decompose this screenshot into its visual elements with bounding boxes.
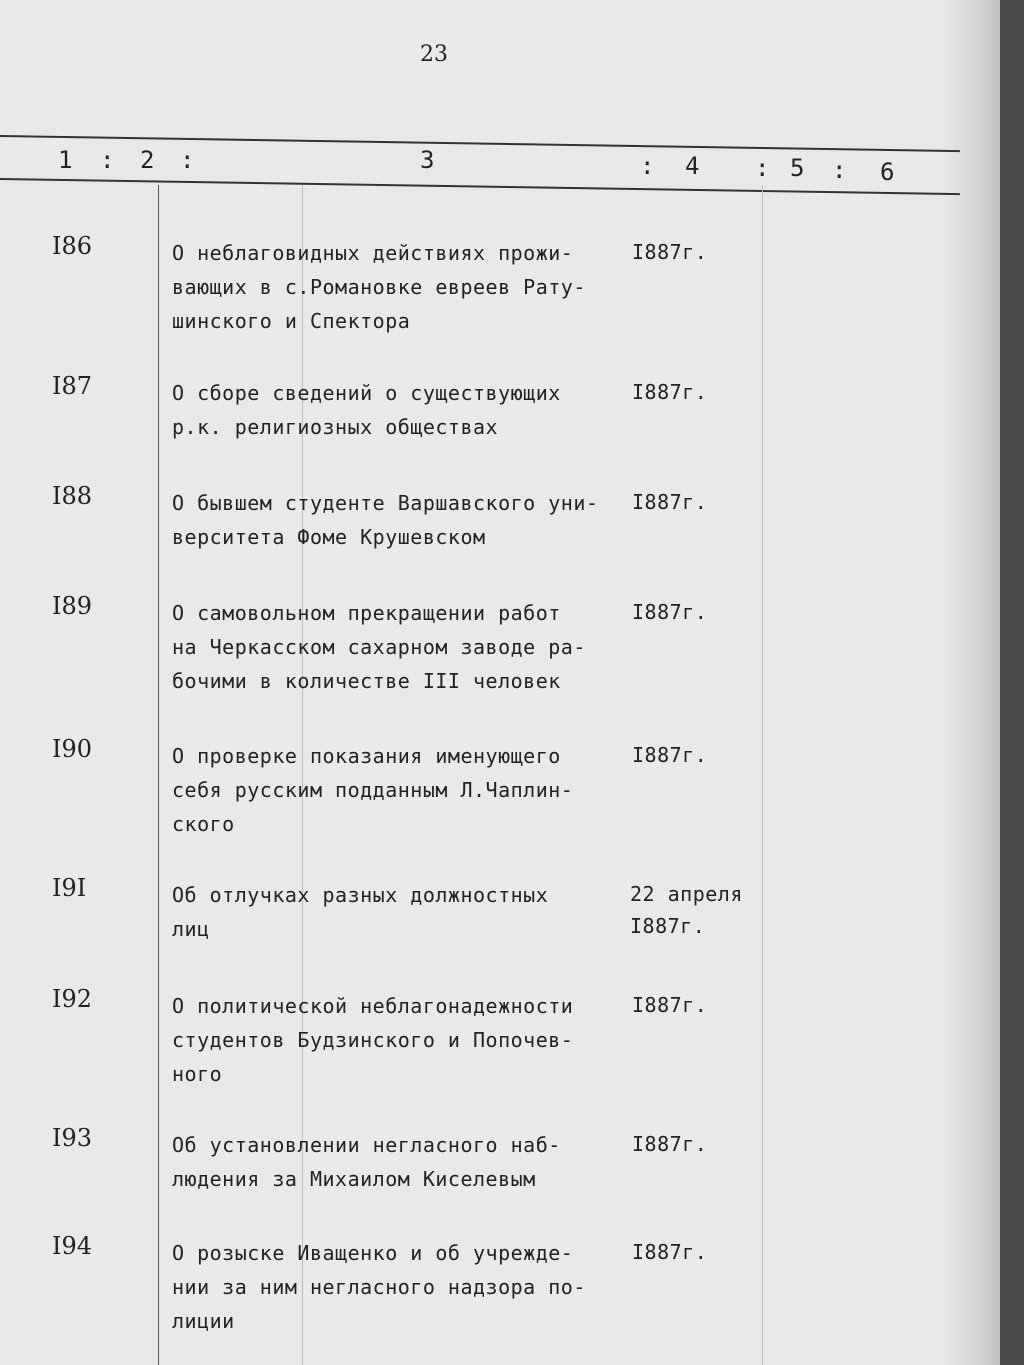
row-title xyxy=(172,596,622,698)
row-title-line: ского xyxy=(172,812,235,836)
row-title xyxy=(172,1128,622,1196)
column-divider xyxy=(762,185,763,1365)
column-separator: : xyxy=(755,154,770,182)
row-title xyxy=(172,989,622,1091)
column-header-1: 1 xyxy=(58,146,73,174)
row-title-line: О самовольном прекращении работ xyxy=(172,601,561,625)
row-title xyxy=(172,739,622,841)
page-number: 23 xyxy=(420,42,448,67)
row-title-line: лиции xyxy=(172,1309,235,1333)
row-date-line: I887г. xyxy=(632,743,708,767)
row-title xyxy=(172,878,622,946)
row-date-line: I887г. xyxy=(632,490,708,514)
row-date-line: I887г. xyxy=(632,600,708,624)
column-separator: : xyxy=(180,146,195,174)
row-date-line: I887г. xyxy=(632,1132,708,1156)
row-title-line: нии за ним негласного надзора по- xyxy=(172,1275,586,1299)
row-title-line: лиц xyxy=(172,917,210,941)
row-date xyxy=(632,1236,707,1268)
row-number: I92 xyxy=(52,985,93,1013)
row-title-line: Об отлучках разных должностных xyxy=(172,883,549,907)
row-title-line: верситета Фоме Крушевском xyxy=(172,525,486,549)
column-header-4: 4 xyxy=(685,152,700,180)
row-title-line: О бывшем студенте Варшавского уни- xyxy=(172,491,599,515)
row-title xyxy=(172,236,622,338)
row-date-line: I887г. xyxy=(632,1240,708,1264)
row-date xyxy=(632,989,707,1021)
row-number: I94 xyxy=(52,1232,93,1260)
row-title xyxy=(172,1236,622,1338)
column-divider xyxy=(158,185,159,1365)
row-title-line: Об установлении негласного наб- xyxy=(172,1133,561,1157)
column-header-5: 5 xyxy=(790,154,805,182)
row-date-line: 22 апреля xyxy=(630,882,743,906)
row-title-line: на Черкасском сахарном заводе ра- xyxy=(172,635,586,659)
row-title xyxy=(172,376,622,444)
row-number: I90 xyxy=(52,735,93,763)
row-title-line: бочими в количестве III человек xyxy=(172,669,561,693)
row-date xyxy=(632,1128,707,1160)
row-number: I93 xyxy=(52,1124,93,1152)
row-date xyxy=(632,596,707,628)
row-date xyxy=(632,486,707,518)
row-title xyxy=(172,486,622,554)
row-number: I9I xyxy=(52,874,87,902)
column-separator: : xyxy=(640,152,655,180)
header-rule-bottom xyxy=(0,178,960,195)
column-header-2: 2 xyxy=(140,146,155,174)
row-title-line: шинского и Спектора xyxy=(172,309,411,333)
column-header-3: 3 xyxy=(420,146,435,174)
row-title-line: О проверке показания именующего xyxy=(172,744,561,768)
row-title-line: О сборе сведений о существующих xyxy=(172,381,561,405)
row-title-line: ного xyxy=(172,1062,223,1086)
row-number: I86 xyxy=(52,232,93,260)
row-date-line: I887г. xyxy=(630,914,706,938)
row-title-line: студентов Будзинского и Попочев- xyxy=(172,1028,574,1052)
row-number: I88 xyxy=(52,482,93,510)
column-header-6: 6 xyxy=(880,158,895,186)
page-edge-shadow xyxy=(940,0,1000,1365)
row-title-line: О розыске Иващенко и об учрежде- xyxy=(172,1241,574,1265)
row-title-line: О политической неблагонадежности xyxy=(172,994,574,1018)
row-title-line: О неблаговидных действиях прожи- xyxy=(172,241,574,265)
row-date xyxy=(632,739,707,771)
row-title-line: вающих в с.Романовке евреев Рату- xyxy=(172,275,586,299)
row-date xyxy=(630,878,743,942)
row-date-line: I887г. xyxy=(632,240,708,264)
row-number: I89 xyxy=(52,592,93,620)
row-date-line: I887г. xyxy=(632,993,708,1017)
row-title-line: людения за Михаилом Киселевым xyxy=(172,1167,536,1191)
row-date xyxy=(632,236,707,268)
row-date-line: I887г. xyxy=(632,380,708,404)
row-title-line: себя русским подданным Л.Чаплин- xyxy=(172,778,574,802)
column-separator: : xyxy=(100,146,115,174)
row-number: I87 xyxy=(52,372,93,400)
row-title-line: р.к. религиозных обществах xyxy=(172,415,499,439)
column-separator: : xyxy=(832,156,847,184)
row-date xyxy=(632,376,707,408)
